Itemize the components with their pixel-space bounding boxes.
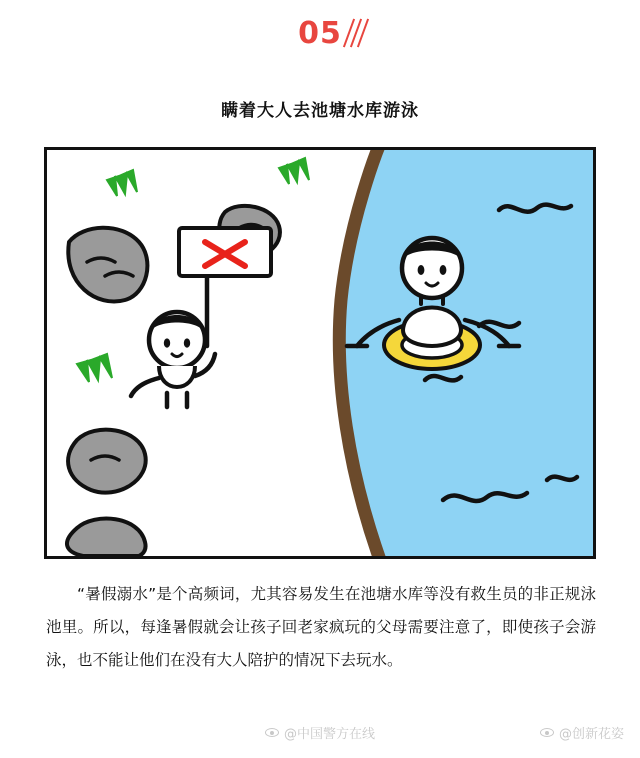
illustration-panel [44,147,596,559]
page-title: 瞒着大人去池塘水库游泳 [221,101,419,121]
section-number-block [0,16,640,56]
watermark-right-label: @创新花姿 [558,727,624,742]
pond-swimming-illustration [47,150,593,556]
section-number-inner [298,16,342,51]
watermark-center-label: @中国警方在线 [283,727,376,742]
section-number: 05 [298,16,342,51]
weibo-eye-icon-right [540,726,555,739]
body-paragraph: “暑假溺水”是个高频词，尤其容易发生在池塘水库等没有救生员的非正规泳池里。所以，每逢暑假就会让孩子回老家疯玩的父母需要注意了，即使孩子会游泳，也不能让他们在没有大人陪护的情况下去玩水。 [46,585,596,669]
slash-decoration-icon [344,18,368,50]
watermark-right [540,723,624,742]
watermark-center [265,723,375,742]
weibo-eye-icon [265,726,280,739]
